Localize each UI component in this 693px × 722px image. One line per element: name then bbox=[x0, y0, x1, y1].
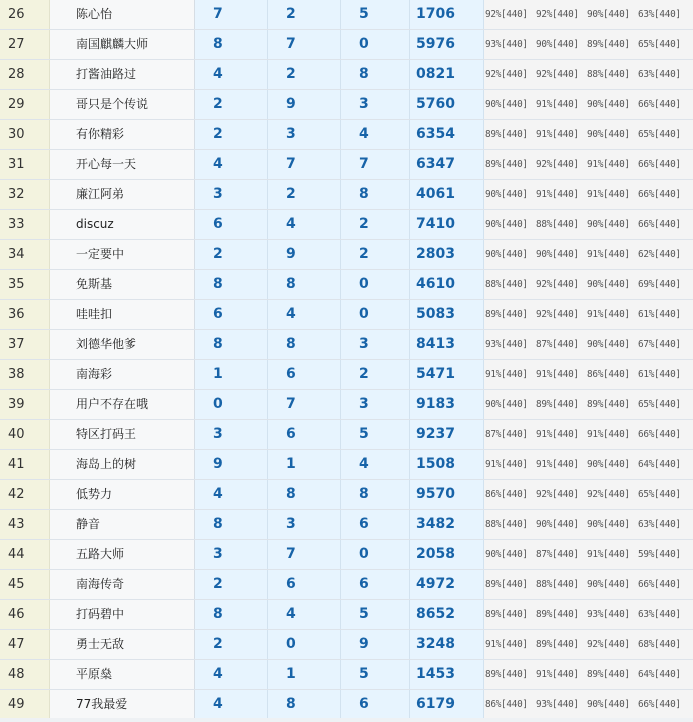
hit-rate-value: 91%[440] bbox=[536, 129, 579, 140]
hit-rate-value: 92%[440] bbox=[485, 69, 528, 80]
hit-rate-value: 89%[440] bbox=[536, 639, 579, 650]
hit-rate-value: 91%[440] bbox=[587, 159, 630, 170]
rank-cell: 39 bbox=[0, 390, 50, 419]
member-name-cell: 打酱油路过 bbox=[50, 60, 195, 89]
hit-rate-value: 87%[440] bbox=[536, 339, 579, 350]
hit-rate-value: 89%[440] bbox=[485, 309, 528, 320]
hit-rate-value: 65%[440] bbox=[638, 489, 681, 500]
table-row bbox=[0, 150, 693, 180]
hit-rate-value: 90%[440] bbox=[587, 219, 630, 230]
number-cell: 4061 bbox=[410, 180, 484, 209]
digit-1-cell: 3 bbox=[195, 180, 268, 209]
digit-3-cell: 5 bbox=[341, 420, 410, 449]
digit-2-cell: 4 bbox=[268, 600, 341, 629]
hit-rate-value: 90%[440] bbox=[485, 189, 528, 200]
digit-3-cell: 0 bbox=[341, 300, 410, 329]
rank-cell: 42 bbox=[0, 480, 50, 509]
number-cell: 1508 bbox=[410, 450, 484, 479]
digit-1-cell: 9 bbox=[195, 450, 268, 479]
number-cell: 9570 bbox=[410, 480, 484, 509]
hit-rate-value: 89%[440] bbox=[536, 399, 579, 410]
digit-1-cell: 8 bbox=[195, 330, 268, 359]
table-row bbox=[0, 420, 693, 450]
rank-cell: 29 bbox=[0, 90, 50, 119]
table-row bbox=[0, 240, 693, 270]
rank-cell: 30 bbox=[0, 120, 50, 149]
hit-rate-cell bbox=[484, 630, 693, 659]
number-cell: 6354 bbox=[410, 120, 484, 149]
digit-1-cell: 2 bbox=[195, 630, 268, 659]
rank-cell: 27 bbox=[0, 30, 50, 59]
hit-rate-value: 66%[440] bbox=[638, 159, 681, 170]
table-row bbox=[0, 0, 693, 30]
hit-rate-value: 65%[440] bbox=[638, 129, 681, 140]
digit-3-cell: 5 bbox=[341, 660, 410, 689]
table-row bbox=[0, 300, 693, 330]
rank-cell: 35 bbox=[0, 270, 50, 299]
rank-cell: 37 bbox=[0, 330, 50, 359]
hit-rate-value: 90%[440] bbox=[485, 399, 528, 410]
digit-1-cell: 6 bbox=[195, 300, 268, 329]
hit-rate-value: 90%[440] bbox=[485, 549, 528, 560]
digit-3-cell: 7 bbox=[341, 150, 410, 179]
digit-1-cell: 2 bbox=[195, 240, 268, 269]
member-name-cell: 打码碧中 bbox=[50, 600, 195, 629]
hit-rate-value: 89%[440] bbox=[485, 129, 528, 140]
rank-cell: 36 bbox=[0, 300, 50, 329]
hit-rate-value: 91%[440] bbox=[536, 459, 579, 470]
digit-3-cell: 2 bbox=[341, 360, 410, 389]
hit-rate-cell bbox=[484, 90, 693, 119]
member-name-cell: 77我最爱 bbox=[50, 690, 195, 719]
digit-2-cell: 8 bbox=[268, 480, 341, 509]
member-name-cell: 南国麒麟大师 bbox=[50, 30, 195, 59]
digit-2-cell: 0 bbox=[268, 630, 341, 659]
hit-rate-value: 91%[440] bbox=[587, 189, 630, 200]
digit-3-cell: 2 bbox=[341, 240, 410, 269]
digit-3-cell: 3 bbox=[341, 330, 410, 359]
hit-rate-cell bbox=[484, 420, 693, 449]
hit-rate-value: 90%[440] bbox=[587, 9, 630, 20]
table-row bbox=[0, 450, 693, 480]
hit-rate-value: 93%[440] bbox=[485, 339, 528, 350]
digit-3-cell: 3 bbox=[341, 390, 410, 419]
hit-rate-cell bbox=[484, 240, 693, 269]
hit-rate-cell bbox=[484, 120, 693, 149]
digit-2-cell: 7 bbox=[268, 540, 341, 569]
hit-rate-cell bbox=[484, 690, 693, 719]
rank-cell: 31 bbox=[0, 150, 50, 179]
digit-2-cell: 8 bbox=[268, 270, 341, 299]
table-row bbox=[0, 570, 693, 600]
table-row bbox=[0, 270, 693, 300]
rank-cell: 33 bbox=[0, 210, 50, 239]
table-row bbox=[0, 690, 693, 720]
hit-rate-value: 91%[440] bbox=[587, 309, 630, 320]
number-cell: 5083 bbox=[410, 300, 484, 329]
hit-rate-cell bbox=[484, 330, 693, 359]
hit-rate-cell bbox=[484, 180, 693, 209]
rank-cell: 28 bbox=[0, 60, 50, 89]
hit-rate-value: 93%[440] bbox=[536, 699, 579, 710]
rank-cell: 44 bbox=[0, 540, 50, 569]
digit-3-cell: 4 bbox=[341, 120, 410, 149]
hit-rate-value: 90%[440] bbox=[536, 519, 579, 530]
hit-rate-value: 61%[440] bbox=[638, 369, 681, 380]
hit-rate-value: 89%[440] bbox=[587, 669, 630, 680]
rank-cell: 47 bbox=[0, 630, 50, 659]
table-row bbox=[0, 660, 693, 690]
table-row bbox=[0, 540, 693, 570]
hit-rate-value: 90%[440] bbox=[587, 579, 630, 590]
digit-1-cell: 4 bbox=[195, 150, 268, 179]
digit-2-cell: 7 bbox=[268, 390, 341, 419]
digit-2-cell: 8 bbox=[268, 330, 341, 359]
number-cell: 5471 bbox=[410, 360, 484, 389]
table-row bbox=[0, 390, 693, 420]
hit-rate-value: 69%[440] bbox=[638, 279, 681, 290]
rank-cell: 41 bbox=[0, 450, 50, 479]
hit-rate-value: 93%[440] bbox=[485, 39, 528, 50]
hit-rate-cell bbox=[484, 360, 693, 389]
member-name-cell: 有你精彩 bbox=[50, 120, 195, 149]
digit-2-cell: 4 bbox=[268, 300, 341, 329]
digit-1-cell: 1 bbox=[195, 360, 268, 389]
table-row bbox=[0, 30, 693, 60]
hit-rate-value: 92%[440] bbox=[485, 9, 528, 20]
member-name-cell: 海岛上的树 bbox=[50, 450, 195, 479]
digit-2-cell: 4 bbox=[268, 210, 341, 239]
member-name-cell: 平原燊 bbox=[50, 660, 195, 689]
hit-rate-cell bbox=[484, 450, 693, 479]
hit-rate-value: 92%[440] bbox=[536, 159, 579, 170]
hit-rate-value: 90%[440] bbox=[587, 279, 630, 290]
hit-rate-value: 66%[440] bbox=[638, 189, 681, 200]
table-row bbox=[0, 210, 693, 240]
hit-rate-value: 91%[440] bbox=[587, 549, 630, 560]
hit-rate-value: 64%[440] bbox=[638, 459, 681, 470]
digit-3-cell: 3 bbox=[341, 90, 410, 119]
member-name-cell: 南海彩 bbox=[50, 360, 195, 389]
member-name-cell: 陈心怡 bbox=[50, 0, 195, 29]
number-cell: 9237 bbox=[410, 420, 484, 449]
rank-cell: 45 bbox=[0, 570, 50, 599]
digit-3-cell: 2 bbox=[341, 210, 410, 239]
hit-rate-value: 89%[440] bbox=[485, 159, 528, 170]
digit-2-cell: 2 bbox=[268, 180, 341, 209]
digit-1-cell: 2 bbox=[195, 120, 268, 149]
digit-1-cell: 0 bbox=[195, 390, 268, 419]
hit-rate-cell bbox=[484, 480, 693, 509]
member-name-cell: 哥只是个传说 bbox=[50, 90, 195, 119]
table-row bbox=[0, 330, 693, 360]
member-name-cell: discuz bbox=[50, 210, 195, 239]
number-cell: 2803 bbox=[410, 240, 484, 269]
hit-rate-cell bbox=[484, 30, 693, 59]
digit-2-cell: 6 bbox=[268, 420, 341, 449]
number-cell: 9183 bbox=[410, 390, 484, 419]
hit-rate-value: 86%[440] bbox=[485, 489, 528, 500]
hit-rate-value: 90%[440] bbox=[485, 249, 528, 260]
table-row bbox=[0, 630, 693, 660]
hit-rate-value: 63%[440] bbox=[638, 9, 681, 20]
hit-rate-value: 67%[440] bbox=[638, 339, 681, 350]
hit-rate-value: 90%[440] bbox=[485, 99, 528, 110]
number-cell: 0821 bbox=[410, 60, 484, 89]
rank-cell: 32 bbox=[0, 180, 50, 209]
digit-2-cell: 3 bbox=[268, 510, 341, 539]
hit-rate-cell bbox=[484, 0, 693, 29]
hit-rate-value: 91%[440] bbox=[536, 669, 579, 680]
hit-rate-value: 89%[440] bbox=[536, 609, 579, 620]
number-cell: 3482 bbox=[410, 510, 484, 539]
number-cell: 5976 bbox=[410, 30, 484, 59]
hit-rate-value: 90%[440] bbox=[485, 219, 528, 230]
digit-1-cell: 2 bbox=[195, 570, 268, 599]
digit-1-cell: 3 bbox=[195, 420, 268, 449]
number-cell: 1706 bbox=[410, 0, 484, 29]
number-cell: 7410 bbox=[410, 210, 484, 239]
hit-rate-value: 68%[440] bbox=[638, 639, 681, 650]
hit-rate-value: 90%[440] bbox=[587, 99, 630, 110]
rank-cell: 40 bbox=[0, 420, 50, 449]
hit-rate-value: 88%[440] bbox=[536, 219, 579, 230]
member-name-cell: 哇哇扣 bbox=[50, 300, 195, 329]
member-name-cell: 刘德华他爹 bbox=[50, 330, 195, 359]
hit-rate-value: 62%[440] bbox=[638, 249, 681, 260]
hit-rate-cell bbox=[484, 570, 693, 599]
hit-rate-cell bbox=[484, 390, 693, 419]
hit-rate-cell bbox=[484, 210, 693, 239]
hit-rate-value: 92%[440] bbox=[536, 489, 579, 500]
number-cell: 4610 bbox=[410, 270, 484, 299]
digit-1-cell: 4 bbox=[195, 60, 268, 89]
member-name-cell: 南海传奇 bbox=[50, 570, 195, 599]
digit-1-cell: 8 bbox=[195, 600, 268, 629]
member-name-cell: 勇士无敌 bbox=[50, 630, 195, 659]
rank-cell: 49 bbox=[0, 690, 50, 719]
digit-2-cell: 6 bbox=[268, 570, 341, 599]
table-row bbox=[0, 180, 693, 210]
hit-rate-value: 92%[440] bbox=[587, 489, 630, 500]
hit-rate-value: 91%[440] bbox=[536, 99, 579, 110]
digit-3-cell: 0 bbox=[341, 270, 410, 299]
number-cell: 2058 bbox=[410, 540, 484, 569]
hit-rate-value: 91%[440] bbox=[536, 429, 579, 440]
hit-rate-cell bbox=[484, 270, 693, 299]
digit-2-cell: 7 bbox=[268, 150, 341, 179]
hit-rate-value: 86%[440] bbox=[485, 699, 528, 710]
digit-2-cell: 2 bbox=[268, 0, 341, 29]
digit-1-cell: 8 bbox=[195, 510, 268, 539]
hit-rate-value: 66%[440] bbox=[638, 579, 681, 590]
hit-rate-value: 86%[440] bbox=[587, 369, 630, 380]
hit-rate-value: 89%[440] bbox=[485, 609, 528, 620]
digit-3-cell: 8 bbox=[341, 60, 410, 89]
hit-rate-value: 92%[440] bbox=[536, 9, 579, 20]
member-name-cell: 免斯基 bbox=[50, 270, 195, 299]
digit-3-cell: 9 bbox=[341, 630, 410, 659]
hit-rate-value: 92%[440] bbox=[587, 639, 630, 650]
hit-rate-value: 91%[440] bbox=[536, 189, 579, 200]
table-row bbox=[0, 600, 693, 630]
hit-rate-value: 91%[440] bbox=[587, 429, 630, 440]
hit-rate-value: 91%[440] bbox=[587, 249, 630, 260]
table-row bbox=[0, 510, 693, 540]
hit-rate-value: 88%[440] bbox=[485, 519, 528, 530]
hit-rate-value: 93%[440] bbox=[587, 609, 630, 620]
digit-3-cell: 8 bbox=[341, 180, 410, 209]
number-cell: 5760 bbox=[410, 90, 484, 119]
hit-rate-cell bbox=[484, 300, 693, 329]
hit-rate-value: 64%[440] bbox=[638, 669, 681, 680]
hit-rate-value: 90%[440] bbox=[587, 699, 630, 710]
digit-2-cell: 1 bbox=[268, 450, 341, 479]
hit-rate-value: 88%[440] bbox=[485, 279, 528, 290]
digit-2-cell: 8 bbox=[268, 690, 341, 719]
hit-rate-value: 65%[440] bbox=[638, 39, 681, 50]
table-row bbox=[0, 60, 693, 90]
hit-rate-value: 90%[440] bbox=[587, 459, 630, 470]
hit-rate-value: 89%[440] bbox=[485, 669, 528, 680]
hit-rate-value: 87%[440] bbox=[536, 549, 579, 560]
digit-3-cell: 4 bbox=[341, 450, 410, 479]
hit-rate-value: 90%[440] bbox=[587, 519, 630, 530]
hit-rate-value: 66%[440] bbox=[638, 99, 681, 110]
hit-rate-value: 59%[440] bbox=[638, 549, 681, 560]
table-bottom-border bbox=[0, 718, 693, 722]
hit-rate-value: 89%[440] bbox=[587, 39, 630, 50]
digit-3-cell: 0 bbox=[341, 30, 410, 59]
hit-rate-cell bbox=[484, 660, 693, 689]
digit-3-cell: 5 bbox=[341, 0, 410, 29]
member-name-cell: 廉江阿弟 bbox=[50, 180, 195, 209]
hit-rate-value: 66%[440] bbox=[638, 219, 681, 230]
hit-rate-value: 92%[440] bbox=[536, 279, 579, 290]
digit-1-cell: 4 bbox=[195, 690, 268, 719]
rank-cell: 48 bbox=[0, 660, 50, 689]
digit-1-cell: 7 bbox=[195, 0, 268, 29]
member-name-cell: 特区打码王 bbox=[50, 420, 195, 449]
hit-rate-value: 63%[440] bbox=[638, 609, 681, 620]
digit-3-cell: 6 bbox=[341, 690, 410, 719]
number-cell: 6179 bbox=[410, 690, 484, 719]
digit-1-cell: 2 bbox=[195, 90, 268, 119]
table-row bbox=[0, 480, 693, 510]
digit-2-cell: 9 bbox=[268, 240, 341, 269]
digit-2-cell: 6 bbox=[268, 360, 341, 389]
digit-1-cell: 6 bbox=[195, 210, 268, 239]
rank-cell: 38 bbox=[0, 360, 50, 389]
hit-rate-cell bbox=[484, 600, 693, 629]
hit-rate-value: 90%[440] bbox=[587, 129, 630, 140]
hit-rate-cell bbox=[484, 540, 693, 569]
digit-3-cell: 8 bbox=[341, 480, 410, 509]
number-cell: 8413 bbox=[410, 330, 484, 359]
member-name-cell: 开心每一天 bbox=[50, 150, 195, 179]
member-name-cell: 五路大师 bbox=[50, 540, 195, 569]
member-name-cell: 静音 bbox=[50, 510, 195, 539]
table-row bbox=[0, 360, 693, 390]
number-cell: 3248 bbox=[410, 630, 484, 659]
digit-3-cell: 0 bbox=[341, 540, 410, 569]
hit-rate-value: 88%[440] bbox=[536, 579, 579, 590]
digit-1-cell: 8 bbox=[195, 270, 268, 299]
digit-2-cell: 2 bbox=[268, 60, 341, 89]
member-name-cell: 用户不存在哦 bbox=[50, 390, 195, 419]
table-row bbox=[0, 90, 693, 120]
digit-1-cell: 8 bbox=[195, 30, 268, 59]
digit-2-cell: 1 bbox=[268, 660, 341, 689]
digit-3-cell: 5 bbox=[341, 600, 410, 629]
rank-cell: 26 bbox=[0, 0, 50, 29]
hit-rate-value: 87%[440] bbox=[485, 429, 528, 440]
rank-cell: 34 bbox=[0, 240, 50, 269]
hit-rate-cell bbox=[484, 60, 693, 89]
hit-rate-value: 91%[440] bbox=[485, 369, 528, 380]
hit-rate-value: 89%[440] bbox=[485, 579, 528, 590]
member-name-cell: 一定要中 bbox=[50, 240, 195, 269]
digit-3-cell: 6 bbox=[341, 570, 410, 599]
number-cell: 8652 bbox=[410, 600, 484, 629]
number-cell: 6347 bbox=[410, 150, 484, 179]
hit-rate-value: 63%[440] bbox=[638, 519, 681, 530]
hit-rate-value: 91%[440] bbox=[536, 369, 579, 380]
hit-rate-value: 90%[440] bbox=[587, 339, 630, 350]
hit-rate-value: 90%[440] bbox=[536, 39, 579, 50]
hit-rate-value: 92%[440] bbox=[536, 69, 579, 80]
number-cell: 4972 bbox=[410, 570, 484, 599]
hit-rate-cell bbox=[484, 510, 693, 539]
digit-1-cell: 3 bbox=[195, 540, 268, 569]
hit-rate-value: 65%[440] bbox=[638, 399, 681, 410]
table-row bbox=[0, 120, 693, 150]
hit-rate-value: 66%[440] bbox=[638, 699, 681, 710]
digit-1-cell: 4 bbox=[195, 660, 268, 689]
digit-2-cell: 7 bbox=[268, 30, 341, 59]
rank-cell: 43 bbox=[0, 510, 50, 539]
hit-rate-value: 89%[440] bbox=[587, 399, 630, 410]
hit-rate-value: 91%[440] bbox=[485, 639, 528, 650]
hit-rate-value: 90%[440] bbox=[536, 249, 579, 260]
number-cell: 1453 bbox=[410, 660, 484, 689]
hit-rate-value: 91%[440] bbox=[485, 459, 528, 470]
hit-rate-value: 61%[440] bbox=[638, 309, 681, 320]
member-name-cell: 低势力 bbox=[50, 480, 195, 509]
hit-rate-value: 92%[440] bbox=[536, 309, 579, 320]
digit-2-cell: 3 bbox=[268, 120, 341, 149]
hit-rate-cell bbox=[484, 150, 693, 179]
digit-1-cell: 4 bbox=[195, 480, 268, 509]
digit-3-cell: 6 bbox=[341, 510, 410, 539]
digit-2-cell: 9 bbox=[268, 90, 341, 119]
hit-rate-value: 66%[440] bbox=[638, 429, 681, 440]
hit-rate-value: 63%[440] bbox=[638, 69, 681, 80]
hit-rate-value: 88%[440] bbox=[587, 69, 630, 80]
rank-cell: 46 bbox=[0, 600, 50, 629]
